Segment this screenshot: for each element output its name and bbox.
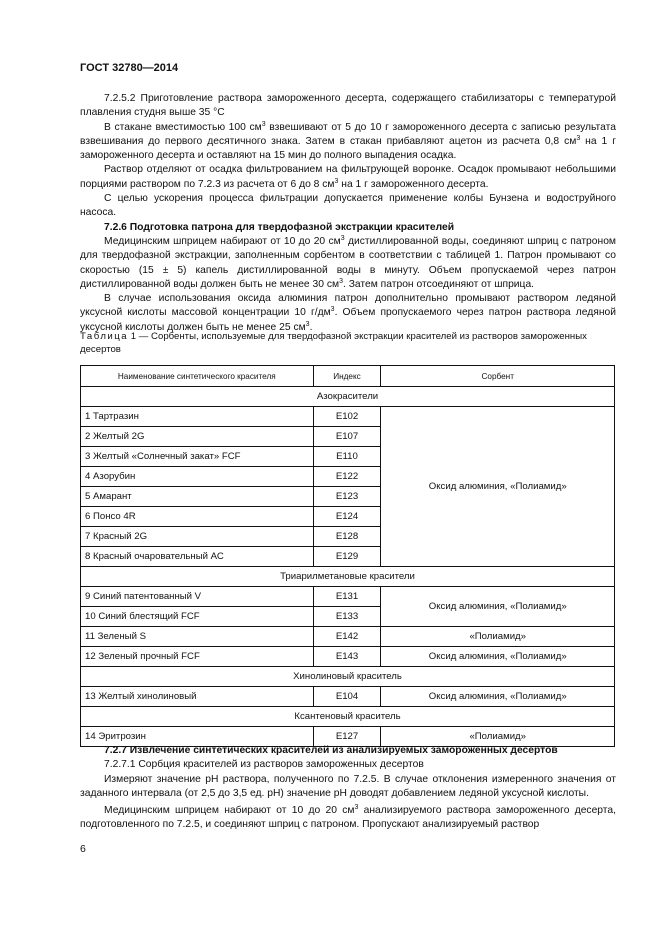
table-cell: Оксид алюминия, «Полиамид» (381, 647, 615, 667)
table-cell: 5 Амарант (81, 487, 314, 507)
table-cell: Е122 (313, 467, 381, 487)
table-cell: Е142 (313, 627, 381, 647)
paragraph: Раствор отделяют от осадка фильтрованием на фильтрующей воронке. Осадок промывают небольшими порциями раствором по 7.2.3 из расчета от 6 до 8 $см^3$ на 1 г замороженного десерта. (80, 164, 616, 190)
table-header-row (81, 366, 615, 387)
paragraph: С целью ускорения процесса фильтрации допускается применение колбы Бунзена и водоструйного насоса. (80, 193, 616, 219)
group-row: Триарилметановые красители (81, 567, 615, 587)
sorbent-table (80, 365, 615, 747)
superscript: 3 (334, 177, 339, 185)
table-row (81, 627, 615, 647)
table-cell: 13 Желтый хинолиновый (81, 687, 314, 707)
superscript: 3 (330, 306, 335, 314)
paragraph: Измеряют значение рН раствора, полученного по 7.2.5. В случае отклонения измеренного значения от заданного интервала (от 2,5 до 3,5 ед. рН) значение рН доводят добавлением ледяной уксусной кислоты. (80, 773, 616, 799)
paragraph: Медицинским шприцем набирают от 10 до 20 $см^3$ анализируемого раствора замороженного десерта, подготовленного по 7.2.5, и соединяют шприц с патроном. Пропускают анализируемый раствор (80, 804, 616, 831)
table-cell: 14 Эритрозин (81, 727, 314, 747)
superscript: 3 (354, 804, 359, 812)
table-row (81, 687, 615, 707)
table-cell: 7 Красный 2G (81, 527, 314, 547)
table-cell: Е133 (313, 607, 381, 627)
subsection-heading: 7.2.7.1 Сорбция красителей из растворов замороженных десертов (104, 759, 424, 771)
superscript: 3 (576, 134, 581, 142)
table-cell: Е123 (313, 487, 381, 507)
table-cell: Е128 (313, 527, 381, 547)
document-header: ГОСТ 32780—2014 (80, 62, 179, 74)
section-heading: 7.2.7 Извлечение синтетических красителей из анализируемых замороженных десертов (104, 745, 558, 756)
table-cell: 8 Красный очаровательный АС (81, 547, 314, 567)
table-cell: 1 Тартразин (81, 407, 314, 427)
table-cell: Е131 (313, 587, 381, 607)
table-cell: Оксид алюминия, «Полиамид» (381, 587, 615, 627)
table-cell: Е129 (313, 547, 381, 567)
table-caption: Таблица 1 — Сорбенты, используемые для твердофазной экстракции красителей из растворов замороженных десертов (80, 331, 587, 355)
table-cell: «Полиамид» (381, 727, 615, 747)
table-cell: 10 Синий блестящий FCF (81, 607, 314, 627)
section-7-2-5-2 (80, 92, 616, 335)
table-row (81, 407, 615, 427)
table-cell: Е102 (313, 407, 381, 427)
table-cell: 2 Желтый 2G (81, 427, 314, 447)
column-header: Наименование синтетического красителя (81, 366, 314, 387)
group-row: Ксантеновый краситель (81, 707, 615, 727)
table-cell: Е143 (313, 647, 381, 667)
paragraph: В стакане вместимостью 100 $см^3$ взвешивают от 5 до 10 г замороженного десерта с записью результата взвешивания до первого десятичного знака. Затем в стакан прибавляют ацетон из расчета 0,8 $см^3$ на 1 г замороженного десерта и оставляют на 15 мин до полного выпадения осадка. (80, 120, 616, 162)
section-7-2-7 (80, 744, 616, 833)
paragraph: Медицинским шприцем набирают от 10 до 20 $см^3$ дистиллированной воды, соединяют шприц с патроном для твердофазной экстракции, заполненным сорбентом в соответствии с таблицей 1. Патрон промывают со скоростью (15 ± 5) капель дистиллированной воды в минуту. Объем пропускаемой через патрон дистиллированной воды должен быть не менее 30 $см^3$. Затем патрон отсоединяют от шприца. (80, 234, 617, 290)
table-cell: Е110 (313, 447, 381, 467)
sorbent-cell: Оксид алюминия, «Полиамид» (381, 407, 615, 567)
table-cell: 3 Желтый «Солнечный закат» FCF (81, 447, 314, 467)
table-cell: Е127 (313, 727, 381, 747)
paragraph: 7.2.5.2 Приготовление раствора замороженного десерта, содержащего стабилизаторы с температурой плавления студня выше 35 °С (80, 93, 616, 119)
group-row: Хинолиновый краситель (81, 667, 615, 687)
superscript: 3 (261, 120, 266, 128)
table-cell: Е104 (313, 687, 381, 707)
table-cell: Е124 (313, 507, 381, 527)
table-cell: Е107 (313, 427, 381, 447)
table-cell: 9 Синий патентованный V (81, 587, 314, 607)
superscript: 3 (305, 320, 310, 328)
column-header: Сорбент (381, 366, 615, 387)
table-row (81, 587, 615, 607)
table-cell: 6 Понсо 4R (81, 507, 314, 527)
superscript: 3 (340, 234, 345, 242)
group-row: Азокрасители (81, 387, 615, 407)
section-heading: 7.2.6 Подготовка патрона для твердофазной экстракции красителей (104, 221, 455, 233)
table-cell: «Полиамид» (381, 627, 615, 647)
table-cell: 12 Зеленый прочный FCF (81, 647, 314, 667)
page-number: 6 (80, 843, 86, 855)
table-row (81, 647, 615, 667)
table-cell: 4 Азорубин (81, 467, 314, 487)
superscript: 3 (339, 277, 343, 285)
table-cell: 11 Зеленый S (81, 627, 314, 647)
table-cell: Оксид алюминия, «Полиамид» (381, 687, 615, 707)
column-header: Индекс (313, 366, 381, 387)
paragraph: В случае использования оксида алюминия патрон дополнительно промывают раствором ледяной уксусной кислоты массовой концентрации 10 $г/дм^3$. Объем пропускаемого через патрон раствора ледяной уксусной кислоты должен быть не менее 25 $см^3$. (80, 293, 616, 333)
